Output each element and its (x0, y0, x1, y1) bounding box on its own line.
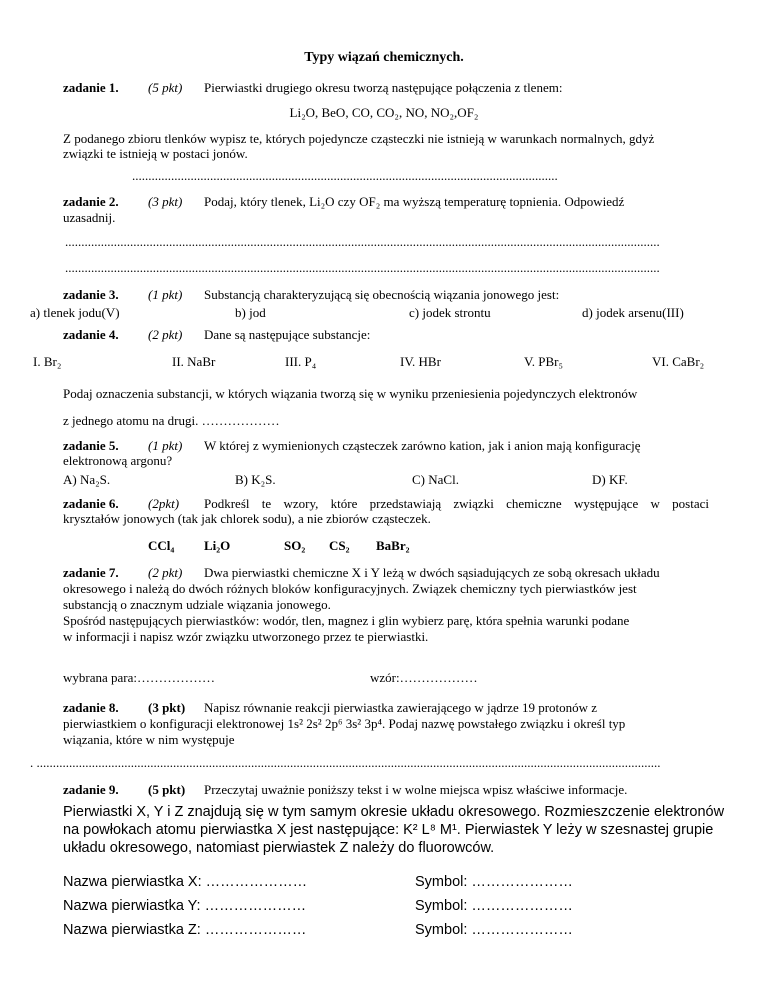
task1-points: (5 pkt) (148, 80, 183, 95)
task6-formula-ccl4[interactable]: CCl₄ (148, 538, 175, 553)
task6-formula-li2o[interactable]: Li₂O (204, 538, 231, 553)
task1-formulas: Li₂O, BeO, CO, CO₂, NO, NO₂,OF₂ (289, 105, 479, 120)
task2-answer-line-1[interactable]: ....................................................................................................................................................................................... (65, 234, 660, 249)
task3-text: Substancją charakteryzującą się obecnością wiązania jonowego jest: (204, 287, 560, 302)
task9-symbol-x[interactable]: Symbol: ………………… (415, 874, 573, 890)
task5-option-a[interactable]: A) Na₂S. (63, 472, 111, 487)
task4-substance-3: III. P₄ (285, 354, 317, 369)
task5-option-c[interactable]: C) NaCl. (412, 472, 459, 487)
task6-text-2: kryształów jonowych (tak jak chlorek sodu), a nie zbiorów cząsteczek. (63, 511, 431, 526)
task4-label: zadanie 4. (63, 327, 119, 342)
task7-line-3: substancją o znacznym udziale wiązania jonowego. (63, 597, 331, 612)
task3-option-d[interactable]: d) jodek arsenu(III) (582, 305, 684, 320)
task1-answer-line[interactable]: ................................................................................................................................... (132, 168, 558, 183)
task3-points: (1 pkt) (148, 287, 183, 302)
task2-points: (3 pkt) (148, 194, 183, 209)
task9-symbol-z[interactable]: Symbol: ………………… (415, 922, 573, 938)
task4-substance-4: IV. HBr (400, 354, 441, 369)
task9-name-x[interactable]: Nazwa pierwiastka X: ………………… (63, 874, 308, 890)
task8-line-3: wiązania, które w nim występuje (63, 732, 235, 747)
task9-paragraph-3: układu okresowego, natomiast pierwiastek Z należy do fluorowców. (63, 840, 495, 856)
task4-text: Dane są następujące substancje: (204, 327, 371, 342)
task4-substance-6: VI. CaBr₂ (652, 354, 705, 369)
task5-points: (1 pkt) (148, 438, 183, 453)
task1-instruction-1: Z podanego zbioru tlenków wypisz te, których pojedyncze cząsteczki nie istnieją w warunkach normalnych, gdyż (63, 131, 655, 146)
task6-formula-babr2[interactable]: BaBr₂ (376, 538, 410, 553)
task6-formula-so2[interactable]: SO₂ (284, 538, 306, 553)
task6-label: zadanie 6. (63, 496, 119, 511)
task7-points: (2 pkt) (148, 565, 183, 580)
task4-instruction-1: Podaj oznaczenia substancji, w których wiązania tworzą się w wyniku przeniesienia pojedynczych elektronów (63, 386, 638, 401)
task5-option-d[interactable]: D) KF. (592, 472, 628, 487)
task7-text: Dwa pierwiastki chemiczne X i Y leżą w dwóch sąsiadujących ze sobą okresach układu (204, 565, 660, 580)
task9-name-z[interactable]: Nazwa pierwiastka Z: ………………… (63, 922, 307, 938)
task2-text-2: uzasadnij. (63, 210, 116, 225)
task3-option-b[interactable]: b) jod (235, 305, 266, 320)
task7-line-4: Spośród następujących pierwiastków: wodór, tlen, magnez i glin wybierz parę, która spełnia warunki podane (63, 613, 630, 628)
task3-label: zadanie 3. (63, 287, 119, 302)
task5-text-2: elektronową argonu? (63, 453, 173, 468)
task9-label: zadanie 9. (63, 782, 119, 797)
task1-text: Pierwiastki drugiego okresu tworzą następujące połączenia z tlenem: (204, 80, 563, 95)
task7-formula-field[interactable]: wzór:……………… (370, 670, 478, 685)
task7-line-2: okresowego i należą do dwóch różnych bloków konfiguracyjnych. Związek chemiczny tych pierwiastków jest (63, 581, 637, 596)
task9-text: Przeczytaj uważnie poniższy tekst i w wolne miejsca wpisz właściwe informacje. (204, 782, 628, 797)
task4-instruction-2[interactable]: z jednego atomu na drugi. ……………… (63, 413, 280, 428)
task6-points: (2pkt) (148, 496, 180, 511)
task8-label: zadanie 8. (63, 700, 119, 715)
task8-line-2: pierwiastkiem o konfiguracji elektronowej 1s² 2s² 2p⁶ 3s² 3p⁴. Podaj nazwę powstałego związku i określ typ (63, 716, 626, 731)
task4-substance-2: II. NaBr (172, 354, 216, 369)
task4-points: (2 pkt) (148, 327, 183, 342)
task6-formula-cs2[interactable]: CS₂ (329, 538, 350, 553)
task8-points: (3 pkt) (148, 700, 186, 715)
task4-substance-1: I. Br₂ (33, 354, 62, 369)
task8-answer-line[interactable]: . ................................................................................................................................................................................................ (30, 755, 661, 770)
task9-name-y[interactable]: Nazwa pierwiastka Y: ………………… (63, 898, 307, 914)
task2-label: zadanie 2. (63, 194, 119, 209)
task5-option-b[interactable]: B) K₂S. (235, 472, 276, 487)
task3-option-c[interactable]: c) jodek strontu (409, 305, 491, 320)
task3-option-a[interactable]: a) tlenek jodu(V) (30, 305, 120, 320)
task5-label: zadanie 5. (63, 438, 119, 453)
task9-points: (5 pkt) (148, 782, 186, 797)
task1-instruction-2: związki te istnieją w postaci jonów. (63, 146, 248, 161)
task9-paragraph-1: Pierwiastki X, Y i Z znajdują się w tym samym okresie układu okresowego. Rozmieszczenie elektronów (63, 804, 725, 820)
task9-symbol-y[interactable]: Symbol: ………………… (415, 898, 573, 914)
page-title: Typy wiązań chemicznych. (304, 50, 464, 65)
task2-answer-line-2[interactable]: ....................................................................................................................................................................................... (65, 260, 660, 275)
task5-text: W której z wymienionych cząsteczek zarówno kation, jak i anion mają konfigurację (204, 438, 641, 453)
task4-substance-5: V. PBr₅ (524, 354, 563, 369)
task7-pair-field[interactable]: wybrana para:……………… (63, 670, 215, 685)
task1-label: zadanie 1. (63, 80, 119, 95)
task9-paragraph-2: na powłokach atomu pierwiastka X jest następujące: K² L⁸ M¹. Pierwiastek Y leży w szesnastej grupie (63, 822, 714, 838)
task7-line-5: w informacji i napisz wzór związku utworzonego przez te pierwiastki. (63, 629, 429, 644)
task8-text: Napisz równanie reakcji pierwiastka zawierającego w jądrze 19 protonów z (204, 700, 598, 715)
task6-text: Podkreśl te wzory, które przedstawiają związki chemiczne występujące w postaci (204, 496, 709, 511)
task2-text: Podaj, który tlenek, Li₂O czy OF₂ ma wyższą temperaturę topnienia. Odpowiedź (204, 194, 625, 209)
task7-label: zadanie 7. (63, 565, 119, 580)
